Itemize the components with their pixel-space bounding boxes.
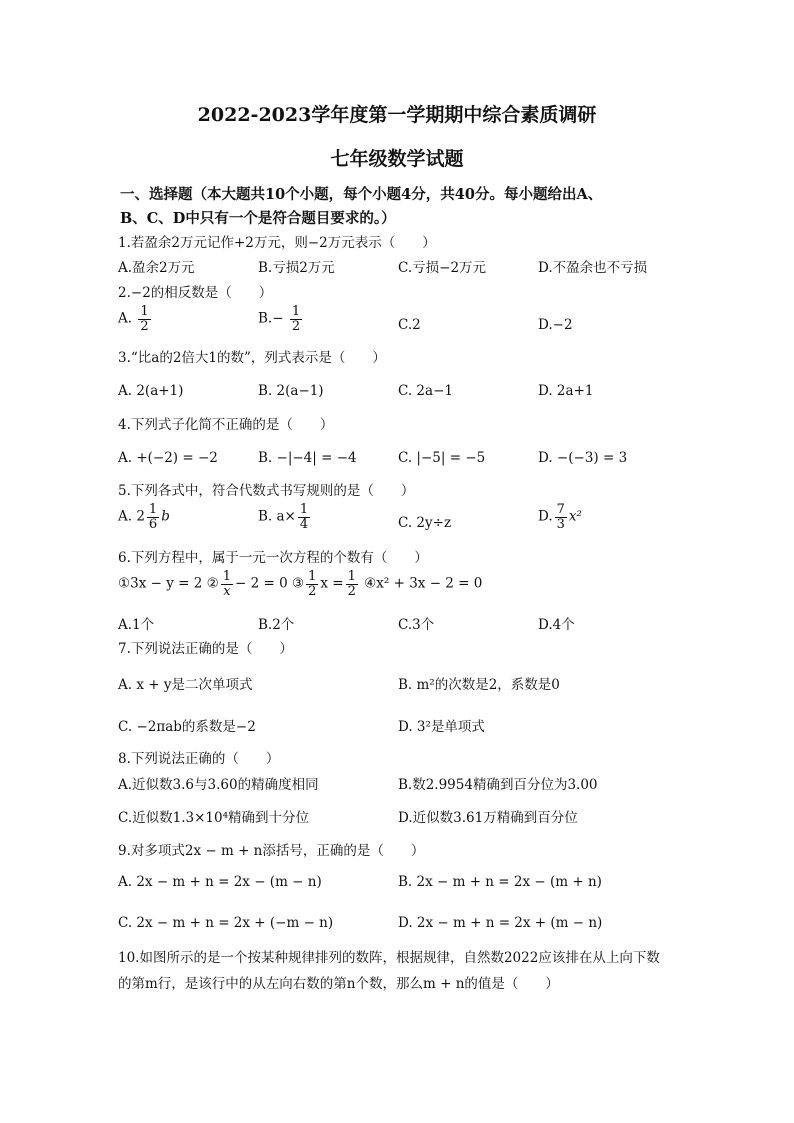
q2-option-c: C.2 [398,317,421,333]
q3-option-b: B. 2(a−1) [258,383,324,399]
q3-option-d: D. 2a+1 [538,383,594,399]
q6-option-a: A.1个 [118,617,155,633]
q2-option-d: D.−2 [538,317,573,333]
q5-b-fraction [298,503,310,531]
q6-eq2-numerator: 1 [222,569,231,584]
q6-eq3-pre: ③ [291,575,305,592]
q8-option-c: C.近似数1.3×10⁴精确到十分位 [118,810,310,826]
q2-a-fraction [138,305,150,333]
q3-option-c: C. 2a−1 [398,383,453,399]
q6-stem: 6.下列方程中，属于一元一次方程的个数有（ ） [118,550,428,566]
q4-option-b: B. −|−4| = −4 [258,450,357,466]
q1-option-a: A.盈余2万元 [118,260,195,276]
q1-option-d: D.不盈余也不亏损 [538,260,648,276]
q5-option-c: C. 2y÷z [398,515,452,531]
q7-option-a: A. x + y是二次单项式 [118,677,253,693]
q8-stem: 8.下列说法正确的（ ） [118,751,280,767]
q4-option-a: A. +(−2) = −2 [118,450,218,466]
section-heading-line1: 一、选择题（本大题共10个小题，每个小题4分，共40分。每小题给出A、 [120,186,603,203]
q2-option-a [118,305,153,333]
q1-option-b: B.亏损2万元 [258,260,335,276]
q5-a-fraction [147,503,159,531]
q5-d-numerator: 7 [556,502,565,517]
q9-option-c: C. 2x − m + n = 2x + (−m − n) [118,915,334,931]
q5-d-post: x² [568,508,582,525]
page-title: 2022-2023学年度第一学期期中综合素质调研 [197,104,597,126]
q5-option-b [258,503,312,531]
q2-b-numerator: 1 [291,304,301,319]
q5-a-denominator: 6 [148,516,158,532]
q8-option-d: D.近似数3.61万精确到百分位 [398,810,578,826]
q6-eq3-numerator2: 1 [347,569,356,584]
q6-eq3-mid: x = [320,575,344,592]
q4-option-c: C. |−5| = −5 [398,450,486,466]
page-subtitle: 七年级数学试题 [330,148,464,170]
q5-option-d [538,503,582,531]
q8-option-a: A.近似数3.6与3.60的精确度相同 [118,777,319,793]
q5-option-a [118,503,170,531]
q5-a-post: b [161,508,170,525]
q4-option-d: D. −(−3) = 3 [538,450,628,466]
q7-option-c: C. −2πab的系数是−2 [118,719,256,735]
q6-eq3-denominator1: 2 [308,583,317,599]
q6-option-d: D.4个 [538,617,575,633]
q9-option-a: A. 2x − m + n = 2x − (m − n) [118,874,322,890]
q5-b-pre: B. a× [258,508,296,525]
q6-eq2-denominator: x [223,583,231,599]
q9-stem: 9.对多项式2x − m + n添括号，正确的是（ ） [118,843,425,859]
q7-option-b: B. m²的次数是2，系数是0 [398,677,560,693]
q2-stem: 2.−2的相反数是（ ） [118,285,273,301]
q2-a-denominator: 2 [140,318,149,334]
q5-d-denominator: 3 [556,516,565,532]
q5-a-numerator: 1 [148,502,158,517]
q6-option-c: C.3个 [398,617,435,633]
q8-option-b: B.数2.9954精确到百分位为3.00 [398,777,598,793]
q5-stem: 5.下列各式中，符合代数式书写规则的是（ ） [118,483,415,499]
q1-stem: 1.若盈余2万元记作+2万元，则−2万元表示（ ） [118,235,436,251]
q2-option-b [258,305,304,333]
q10-stem-line2: 的第m行，是该行中的从左向右数的第n个数，那么m + n的值是（ ） [118,976,559,992]
q5-b-numerator: 1 [299,502,309,517]
q7-stem: 7.下列说法正确的是（ ） [118,641,293,657]
q6-eq2-fraction [221,570,233,598]
q5-d-pre: D. [538,508,553,525]
q6-equations [118,570,482,598]
section-heading-line2: B、C、D中只有一个是符合题目要求的。） [120,210,396,227]
q10-stem-line1: 10.如图所示的是一个按某种规律排列的数阵，根据规律，自然数2022应该排在从上向下数 [118,950,660,966]
q3-option-a: A. 2(a+1) [118,383,184,399]
q7-option-d: D. 3²是单项式 [398,719,485,735]
q1-option-c: C.亏损−2万元 [398,260,487,276]
q9-option-b: B. 2x − m + n = 2x − (m + n) [398,874,602,890]
q4-stem: 4.下列式子化简不正确的是（ ） [118,417,334,433]
q6-eq2-post: − 2 = 0 [235,575,288,592]
q6-eq4: ④x² + 3x − 2 = 0 [364,575,483,592]
q6-eq1: ①3x − y = 2 [118,575,203,592]
q2-b-denominator: 2 [291,318,301,334]
q5-d-fraction [555,503,567,531]
q3-stem: 3.“比a的2倍大1的数”，列式表示是（ ） [118,350,386,366]
q6-option-b: B.2个 [258,617,295,633]
q5-b-denominator: 4 [299,516,309,532]
q6-eq3-fraction1 [306,570,318,598]
q2-b-label: B.− [258,310,284,327]
q2-a-label: A. [118,310,133,327]
q9-option-d: D. 2x − m + n = 2x + (m − n) [398,915,603,931]
q5-a-pre: A. 2 [118,508,145,525]
q6-eq3-fraction2 [346,570,358,598]
q6-eq2-pre: ② [206,575,219,592]
q2-a-numerator: 1 [140,304,149,319]
q6-eq3-denominator2: 2 [347,583,356,599]
q6-eq3-numerator1: 1 [308,569,317,584]
q2-b-fraction [290,305,302,333]
